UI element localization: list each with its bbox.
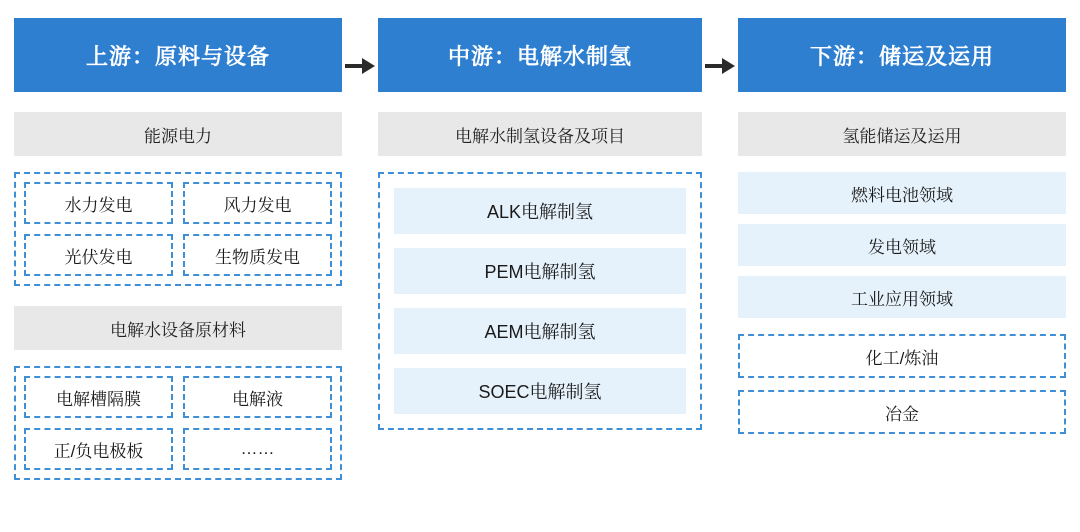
list-item[interactable]: ……: [183, 428, 332, 470]
list-item[interactable]: 生物质发电: [183, 234, 332, 276]
list-item[interactable]: 光伏发电: [24, 234, 173, 276]
list-item[interactable]: 冶金: [738, 390, 1066, 434]
list-item[interactable]: 水力发电: [24, 182, 173, 224]
section-title-energy-power: 能源电力: [14, 112, 342, 156]
list-item[interactable]: 工业应用领域: [738, 276, 1066, 318]
list-item[interactable]: ALK电解制氢: [394, 188, 686, 234]
column-header-midstream: 中游：电解水制氢: [378, 18, 702, 92]
arrow-right-icon: [345, 58, 375, 74]
list-item[interactable]: 燃料电池领域: [738, 172, 1066, 214]
list-item[interactable]: PEM电解制氢: [394, 248, 686, 294]
list-item[interactable]: 正/负电极板: [24, 428, 173, 470]
section-group-raw-materials: [14, 366, 342, 480]
item-grid-energy-power: [24, 182, 332, 276]
list-item[interactable]: AEM电解制氢: [394, 308, 686, 354]
list-item[interactable]: 风力发电: [183, 182, 332, 224]
arrow-cell-2: [704, 18, 736, 74]
column-upstream: [14, 18, 342, 480]
section-title-electrolysis-equipment: 电解水制氢设备及项目: [378, 112, 702, 156]
list-item[interactable]: 电解液: [183, 376, 332, 418]
column-midstream: [378, 18, 702, 430]
arrow-right-icon: [705, 58, 735, 74]
list-item[interactable]: SOEC电解制氢: [394, 368, 686, 414]
item-grid-raw-materials: [24, 376, 332, 470]
list-item[interactable]: 电解槽隔膜: [24, 376, 173, 418]
list-item[interactable]: 发电领域: [738, 224, 1066, 266]
arrow-cell-1: [344, 18, 376, 74]
column-header-downstream: 下游：储运及运用: [738, 18, 1066, 92]
list-item[interactable]: 化工/炼油: [738, 334, 1066, 378]
item-list-hydrogen-applications: [738, 172, 1066, 318]
section-group-electrolysis-equipment: [378, 172, 702, 430]
column-downstream: [738, 18, 1066, 434]
section-title-hydrogen-storage-use: 氢能储运及运用: [738, 112, 1066, 156]
section-title-raw-materials: 电解水设备原材料: [14, 306, 342, 350]
column-header-upstream: 上游：原料与设备: [14, 18, 342, 92]
item-list-industry-applications: [738, 334, 1066, 434]
section-group-energy-power: [14, 172, 342, 286]
